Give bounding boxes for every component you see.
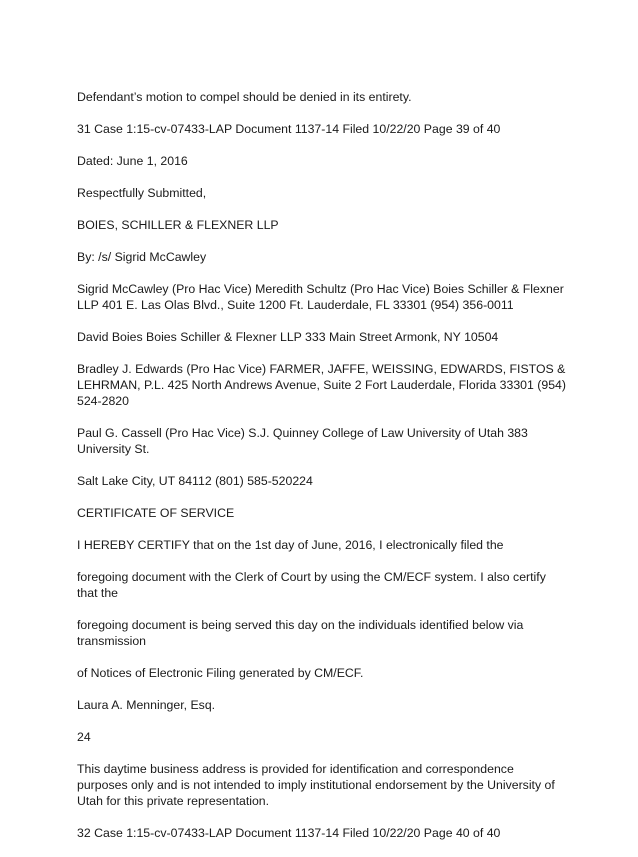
signature-line: By: /s/ Sigrid McCawley [77,250,207,264]
service-recipient: Laura A. Menninger, Esq. [77,698,216,712]
counsel-block-mccawley: Sigrid McCawley (Pro Hac Vice) Meredith Schultz (Pro Hac Vice) Boies Schiller & Flexner LLP 401 E. Las Olas Blvd., Suite 1200 Ft. Lauderdale, FL 33301 (954) 356-0011 [77,282,564,312]
date-line: Dated: June 1, 2016 [77,154,188,168]
document-body [77,89,567,857]
cassell-address: Salt Lake City, UT 84112 (801) 585-520224 [77,474,313,488]
certificate-line-4: of Notices of Electronic Filing generated by CM/ECF. [77,666,364,680]
certificate-line-3: foregoing document is being served this day on the individuals identified below via transmission [77,618,524,648]
counsel-block-cassell: Paul G. Cassell (Pro Hac Vice) S.J. Quinney College of Law University of Utah 383 University St. [77,426,528,456]
closing-salutation: Respectfully Submitted, [77,186,207,200]
counsel-block-edwards: Bradley J. Edwards (Pro Hac Vice) FARMER, JAFFE, WEISSING, EDWARDS, FISTOS & LEHRMAN, P.L. 425 North Andrews Avenue, Suite 2 Fort Lauderdale, Florida 33301 (954) 524-2820 [77,362,566,408]
certificate-heading: CERTIFICATE OF SERVICE [77,506,235,520]
page-footer-39: 31 Case 1:15-cv-07433-LAP Document 1137-14 Filed 10/22/20 Page 39 of 40 [77,122,501,136]
counsel-block-boies: David Boies Boies Schiller & Flexner LLP 333 Main Street Armonk, NY 10504 [77,330,499,344]
certificate-line-2: foregoing document with the Clerk of Court by using the CM/ECF system. I also certify that the [77,570,546,600]
certificate-line-1: I HEREBY CERTIFY that on the 1st day of June, 2016, I electronically filed the [77,538,504,552]
firm-name: BOIES, SCHILLER & FLEXNER LLP [77,218,279,232]
footnote-number: 24 [77,730,91,744]
footnote-text: This daytime business address is provided for identification and correspondence purposes only and is not intended to imply institutional endorsement by the University of Utah for this private representation. [77,762,555,808]
closing-statement: Defendant’s motion to compel should be denied in its entirety. [77,90,412,104]
page-footer-40: 32 Case 1:15-cv-07433-LAP Document 1137-14 Filed 10/22/20 Page 40 of 40 [77,826,501,840]
